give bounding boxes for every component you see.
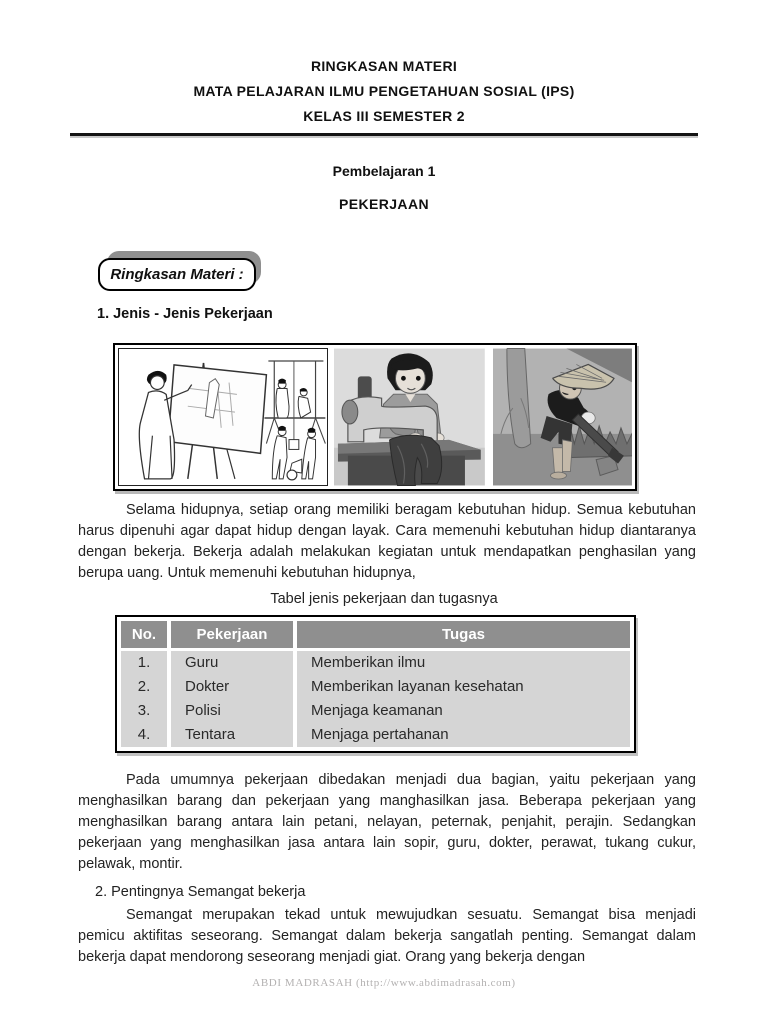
cell-no: 4. (121, 723, 167, 747)
lesson-subtitle: PEKERJAAN (339, 196, 429, 212)
cell-tugas: Menjaga pertahanan (297, 723, 630, 747)
table-row (121, 675, 630, 699)
paragraph-1: Selama hidupnya, setiap orang memiliki beragam kebutuhan hidup. Semua kebutuhan harus dipenuhi agar dapat hidup dengan layak. Cara memenuhi kebutuhan hidup diantaranya dengan bekerja. Bekerja adalah melakukan kegiatan untuk mendapatkan penghasilan yang berupa uang. Untuk memenuhi kebutuhan hidupnya, (78, 502, 696, 581)
paragraph-3: Semangat merupakan tekad untuk mewujudkan sesuatu. Semangat bisa menjadi pemicu aktifitas seseorang. Semangat dalam bekerja sangatlah penting. Semangat dalam bekerja dapat mendorong seseorang menjadi giat. Orang yang bekerja dengan (78, 907, 696, 965)
cell-no: 2. (121, 675, 167, 699)
header-divider (70, 133, 698, 136)
table-caption: Tabel jenis pekerjaan dan tugasnya (270, 591, 498, 607)
farmer-svg (493, 348, 632, 486)
document-header (0, 54, 768, 129)
table-row (121, 699, 630, 723)
cell-pekerjaan: Guru (171, 651, 293, 675)
cell-tugas: Memberikan layanan kesehatan (297, 675, 630, 699)
cell-pekerjaan: Polisi (171, 699, 293, 723)
table-header-no: No. (121, 621, 167, 648)
header-line-3: KELAS III SEMESTER 2 (303, 108, 465, 124)
painter-construction-illustration (118, 348, 328, 486)
lesson-title: Pembelajaran 1 (332, 163, 436, 179)
table-row (121, 723, 630, 747)
summary-label-box (98, 258, 256, 291)
table-header-tugas: Tugas (297, 621, 630, 648)
summary-box-label: Ringkasan Materi : (98, 258, 256, 291)
cell-no: 1. (121, 651, 167, 675)
table-header-row (121, 621, 630, 648)
header-line-1: RINGKASAN MATERI (310, 58, 458, 74)
paragraph-2: Pada umumnya pekerjaan dibedakan menjadi dua bagian, yaitu pekerjaan yang menghasilkan barang dan pekerjaan yang manghasilkan jasa. Beberapa pekerjaan yang menghasilkan barang antara lain petani, nelayan, peternak, penjahit, perajin. Sedangkan pekerjaan yang menghasilkan jasa antara lain sopir, guru, dokter, perawat, tukang cukur, pelawak, montir. (78, 772, 696, 872)
cell-pekerjaan: Tentara (171, 723, 293, 747)
cell-tugas: Memberikan ilmu (297, 651, 630, 675)
jobs-illustration-strip (113, 343, 637, 491)
cell-tugas: Menjaga keamanan (297, 699, 630, 723)
painter-construction-svg (119, 349, 327, 485)
tailor-svg (334, 348, 485, 486)
farmer-illustration (493, 348, 632, 486)
cell-pekerjaan: Dokter (171, 675, 293, 699)
table-body (121, 651, 630, 747)
header-line-2: MATA PELAJARAN ILMU PENGETAHUAN SOSIAL (IPS) (193, 83, 575, 99)
table-header-pekerjaan: Pekerjaan (171, 621, 293, 648)
section1-heading: 1. Jenis - Jenis Pekerjaan (97, 306, 273, 322)
footer-credit: ABDI MADRASAH (http://www.abdimadrasah.com) (252, 977, 516, 989)
cell-no: 3. (121, 699, 167, 723)
jobs-table (115, 615, 636, 753)
section2-heading: 2. Pentingnya Semangat bekerja (95, 884, 306, 900)
table-row (121, 651, 630, 675)
tailor-illustration (334, 348, 485, 486)
